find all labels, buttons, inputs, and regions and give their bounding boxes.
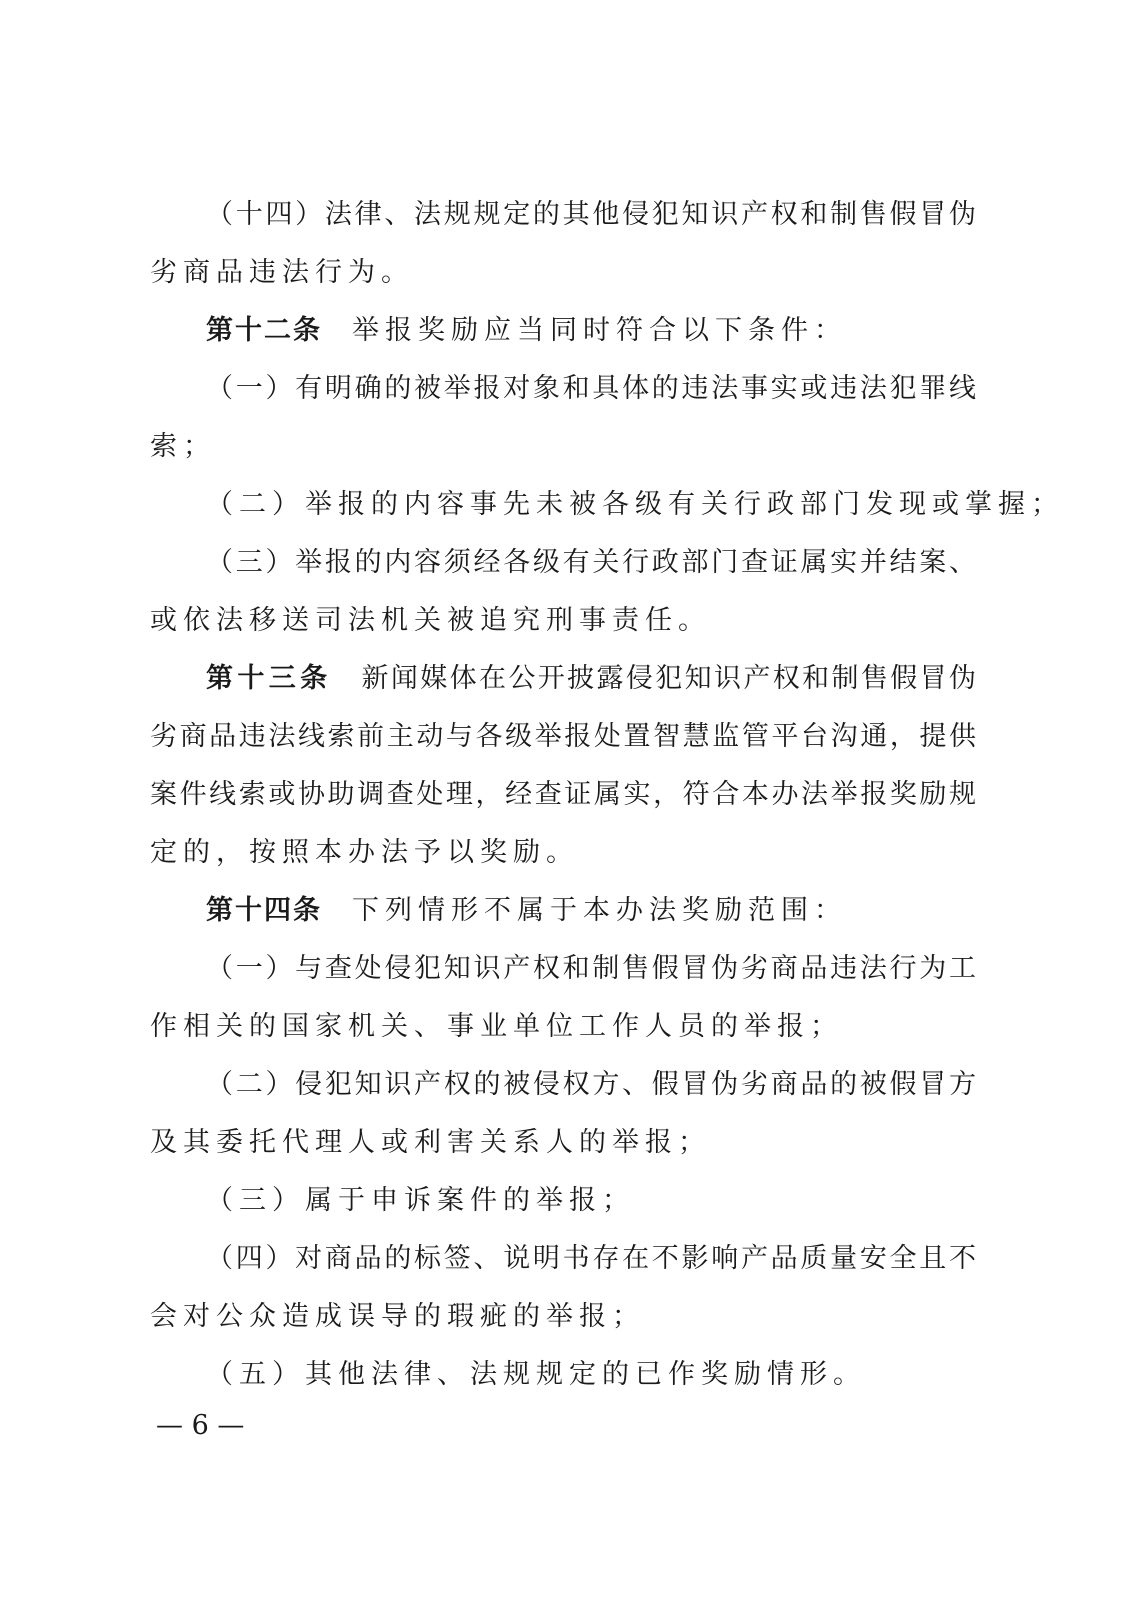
article-12-heading: 第十二条 bbox=[206, 315, 322, 346]
page-number: — 6 — bbox=[156, 1410, 245, 1441]
paragraph-line: （一）有明确的被举报对象和具体的违法事实或违法犯罪线 bbox=[206, 373, 976, 404]
paragraph-line: 劣商品违法线索前主动与各级举报处置智慧监管平台沟通，提供 bbox=[150, 721, 976, 752]
paragraph-line: （五）其他法律、法规规定的已作奖励情形。 bbox=[206, 1359, 866, 1390]
article-14-heading: 第十四条 bbox=[206, 895, 322, 926]
paragraph-line: 或依法移送司法机关被追究刑事责任。 bbox=[150, 605, 711, 636]
paragraph-line: 劣商品违法行为。 bbox=[150, 257, 414, 288]
article-14-line: 第十四条 下列情形不属于本办法奖励范围： bbox=[206, 895, 847, 926]
paragraph-line: 作相关的国家机关、事业单位工作人员的举报； bbox=[150, 1011, 843, 1042]
paragraph-line: （十四）法律、法规规定的其他侵犯知识产权和制售假冒伪 bbox=[206, 199, 976, 230]
article-13-heading: 第十三条 bbox=[206, 663, 332, 694]
paragraph-line: 会对公众造成误导的瑕疵的举报； bbox=[150, 1301, 645, 1332]
paragraph-line: （四）对商品的标签、说明书存在不影响产品质量安全且不 bbox=[206, 1243, 976, 1274]
paragraph-line: （一）与查处侵犯知识产权和制售假冒伪劣商品违法行为工 bbox=[206, 953, 976, 984]
article-12-line: 第十二条 举报奖励应当同时符合以下条件： bbox=[206, 315, 847, 346]
paragraph-line: （二）举报的内容事先未被各级有关行政部门发现或掌握； bbox=[206, 489, 1064, 520]
paragraph-line: （三）属于申诉案件的举报； bbox=[206, 1185, 635, 1216]
body-text bbox=[150, 186, 1064, 1404]
paragraph-line: 案件线索或协助调查处理，经查证属实，符合本办法举报奖励规 bbox=[150, 779, 976, 810]
paragraph-line: 定的，按照本办法予以奖励。 bbox=[150, 837, 579, 868]
paragraph-line: 索； bbox=[150, 431, 216, 462]
paragraph-line: 及其委托代理人或利害关系人的举报； bbox=[150, 1127, 711, 1158]
article-13-line: 第十三条 新闻媒体在公开披露侵犯知识产权和制售假冒伪 bbox=[206, 663, 976, 694]
paragraph-line: （三）举报的内容须经各级有关行政部门查证属实并结案、 bbox=[206, 547, 976, 578]
paragraph-line: （二）侵犯知识产权的被侵权方、假冒伪劣商品的被假冒方 bbox=[206, 1069, 976, 1100]
